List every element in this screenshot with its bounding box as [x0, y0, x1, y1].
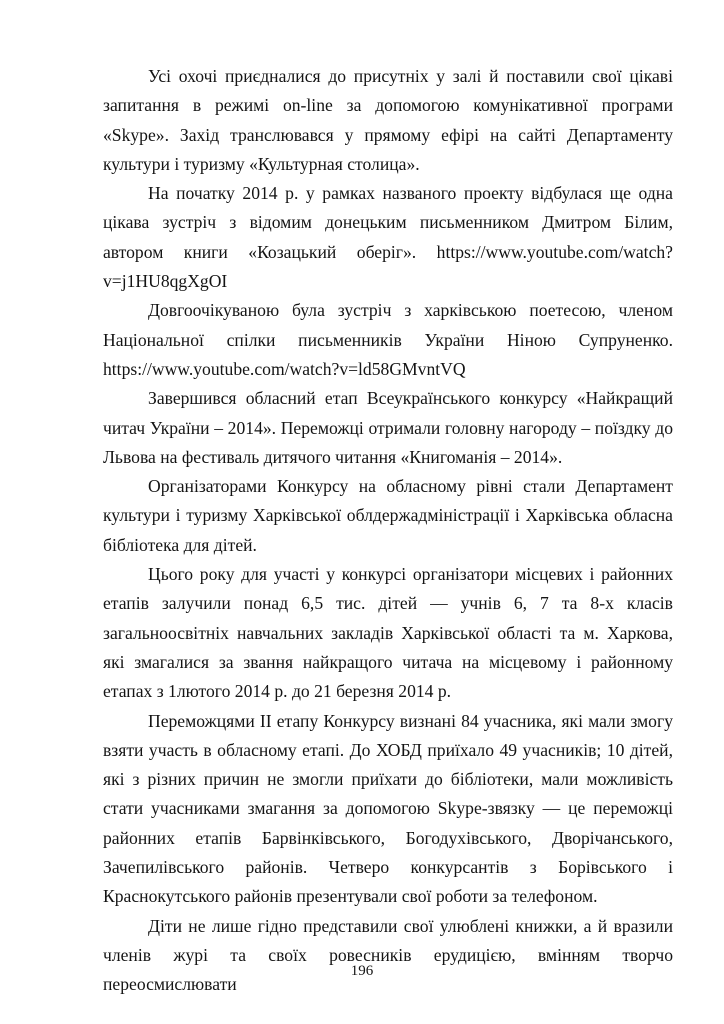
- paragraph-children-presentations: Діти не лише гідно представили свої улюблені книжки, а й вразили членів журі та своїх ровесників ерудицією, вмінням творчо переосмислювати: [103, 915, 673, 995]
- paragraph-contest-organizers: Організаторами Конкурсу на обласному рівні стали Департамент культури і туризму Харківської облдержадміністрації і Харківська обласна бібліотека для дітей.: [103, 476, 673, 555]
- paragraph-second-stage-winners: Переможцями ІІ етапу Конкурсу визнані 84 учасника, які мали змогу взяти участь в обласному етапі. До ХОБД приїхало 49 учасників; 10 дітей, які з різних причин не змогли приїхати до бібліотеки, мали можливість стати учасниками змагання за допомогою Skype-звязку — це переможці районних етапів Барвінківського, Богодухівського, Дворічанського, Зачепилівського районів. Четверо конкурсантів з Борівського і Краснокутського районів презентували свої роботи за телефоном.: [103, 710, 673, 907]
- paragraph-dmytro-bilyi-meeting: На початку 2014 р. у рамках названого проекту відбулася ще одна цікава зустріч з відомим донецьким письменником Дмитром Білим, автором книги «Козацький оберіг». https://www.youtube.com/watch?v=j1HU8qgXgOI: [103, 183, 673, 292]
- paragraph-participants-count: Цього року для участі у конкурсі організатори місцевих і районних етапів залучили понад 6,5 тис. дітей — учнів 6, 7 та 8-х класів загальноосвітніх навчальних закладів Харківської області та м. Харкова, які змагалися за звання найкращого читача на місцевому і районному етапах з 1лютого 2014 р. до 21 березня 2014 р.: [103, 564, 673, 702]
- paragraph-contest-regional-stage: Завершився обласний етап Всеукраїнського конкурсу «Найкращий читач України – 2014». Переможці отримали головну нагороду – поїздку до Львова на фестиваль дитячого читання «Книгоманія – 2014».: [103, 388, 673, 467]
- page-body: [103, 62, 673, 1000]
- page-number: 196: [350, 963, 374, 979]
- paragraph-nina-suprunenko-meeting: Довгоочікуваною була зустріч з харківською поетесою, членом Національної спілки письменників України Ніною Супруненко. https://www.youtube.com/watch?v=ld58GMvntVQ: [103, 300, 673, 379]
- paragraph-skype-event: Усі охочі приєдналися до присутніх у залі й поставили свої цікаві запитання в режимі on-line за допомогою комунікативної програми «Skype». Захід транслювався у прямому ефірі на сайті Департаменту культури і туризму «Культурная столица».: [103, 66, 673, 174]
